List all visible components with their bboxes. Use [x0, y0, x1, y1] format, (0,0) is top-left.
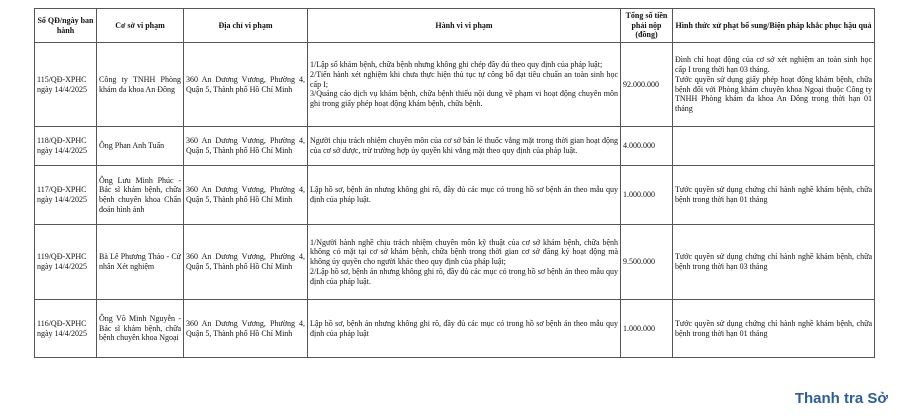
sanction-item: Tước quyền sử dụng giấy phép hoạt động khám bệnh, chữa bệnh đối với Phòng khám chuyên khoa Ngoại thuộc Công ty TNHH Phòng khám đa khoa An Đông trong thời hạn 01 tháng: [675, 74, 872, 113]
violations-cell: [308, 225, 621, 300]
table-row: [35, 166, 875, 225]
decision-cell: 119/QĐ-XPHC ngày 14/4/2025: [35, 225, 97, 300]
violations-cell: [308, 300, 621, 358]
decision-cell: 117/QĐ-XPHC ngày 14/4/2025: [35, 166, 97, 225]
violation-item: Người chịu trách nhiệm chuyên môn của cơ sở bán lẻ thuốc vắng mặt trong thời gian hoạt động của cơ sở dược, trừ trường hợp ủy quyền khi vắng mặt theo quy định của pháp luật.: [310, 136, 618, 155]
fine-cell: 4.000.000: [621, 127, 673, 166]
col-header-address: Địa chỉ vi phạm: [184, 9, 308, 43]
sanction-item: Tước quyền sử dụng chứng chỉ hành nghề khám bệnh, chữa bệnh trong thời hạn 01 tháng: [675, 318, 872, 338]
violations-table: [34, 8, 875, 358]
table-header-row: [35, 9, 875, 43]
col-header-sanction: Hình thức xử phạt bổ sung/Biện pháp khắc phục hậu quả: [673, 9, 875, 43]
fine-cell: 9.500.000: [621, 225, 673, 300]
table-row: [35, 127, 875, 166]
violation-item: 1/Người hành nghề chịu trách nhiệm chuyên môn kỹ thuật của cơ sở khám bệnh, chữa bệnh không có mặt tại cơ sở khám bệnh, chữa bệnh trong thời gian cơ sở đăng ký hoạt động mà không ủy quyền cho người khác theo quy định của pháp luật;: [310, 237, 618, 267]
violation-item: 3/Quảng cáo dịch vụ khám bệnh, chữa bệnh thiếu nội dung về phạm vi hoạt động chuyên môn ghi trong giấy phép hoạt động khám bệnh, chữa bệnh.: [310, 89, 618, 109]
sanction-item: Tước quyền sử dụng chứng chỉ hành nghề khám bệnh, chữa bệnh trong thời hạn 01 tháng: [675, 185, 872, 204]
facility-cell: Ông Lưu Minh Phúc - Bác sĩ khám bệnh, chữa bệnh chuyên khoa Chẩn đoán hình ảnh: [97, 166, 184, 225]
sanction-cell: [673, 127, 875, 166]
address-cell: 360 An Dương Vương, Phường 4, Quận 5, Thành phố Hồ Chí Minh: [184, 225, 308, 300]
address-cell: 360 An Dương Vương, Phường 4, Quận 5, Thành phố Hồ Chí Minh: [184, 43, 308, 127]
fine-cell: 92.000.000: [621, 43, 673, 127]
violations-cell: [308, 166, 621, 225]
fine-cell: 1.000.000: [621, 166, 673, 225]
violation-item: Lập hồ sơ, bệnh án nhưng không ghi rõ, đầy đủ các mục có trong hồ sơ bệnh án theo mẫu quy định của pháp luật: [310, 318, 618, 338]
facility-cell: Bà Lê Phương Thảo - Cử nhân Xét nghiệm: [97, 225, 184, 300]
sanction-cell: [673, 300, 875, 358]
table-row: [35, 225, 875, 300]
fine-cell: 1.000.000: [621, 300, 673, 358]
sanction-cell: [673, 166, 875, 225]
col-header-fine: Tổng số tiền phải nộp (đồng): [621, 9, 673, 43]
source-label: Thanh tra Sở: [794, 390, 888, 407]
facility-cell: Ông Võ Minh Nguyễn - Bác sĩ khám bệnh, chữa bệnh chuyên khoa Ngoại: [97, 300, 184, 358]
decision-cell: 115/QĐ-XPHC ngày 14/4/2025: [35, 43, 97, 127]
decision-cell: 118/QĐ-XPHC ngày 14/4/2025: [35, 127, 97, 166]
sanction-cell: [673, 225, 875, 300]
col-header-facility: Cơ sở vi phạm: [97, 9, 184, 43]
violation-item: 1/Lập sổ khám bệnh, chữa bệnh nhưng không ghi chép đầy đủ theo quy định của pháp luật;: [310, 60, 603, 70]
table-row: [35, 43, 875, 127]
violations-cell: [308, 127, 621, 166]
decision-cell: 116/QĐ-XPHC ngày 14/4/2025: [35, 300, 97, 358]
facility-cell: Công ty TNHH Phòng khám đa khoa An Đông: [97, 43, 184, 127]
sanction-item: Tước quyền sử dụng chứng chỉ hành nghề khám bệnh, chữa bệnh trong thời hạn 03 tháng: [675, 252, 872, 271]
table-row: [35, 300, 875, 358]
col-header-violations: Hành vi vi phạm: [308, 9, 621, 43]
col-header-decision: Số QĐ/ngày ban hành: [35, 9, 97, 43]
violation-item: 2/Lập hồ sơ, bệnh án nhưng không ghi rõ, đầy đủ các mục có trong hồ sơ bệnh án theo mẫu quy định của pháp luật.: [310, 266, 618, 286]
facility-cell: Ông Phan Anh Tuấn: [97, 127, 184, 166]
violations-cell: [308, 43, 621, 127]
address-cell: 360 An Dương Vương, Phường 4, Quận 5, Thành phố Hồ Chí Minh: [184, 127, 308, 166]
table-body: [35, 43, 875, 358]
sanction-item: Đình chỉ hoạt động của cơ sở xét nghiệm an toàn sinh học cấp I trong thời hạn 03 tháng.: [675, 55, 872, 74]
sanction-cell: [673, 43, 875, 127]
violation-item: Lập hồ sơ, bệnh án nhưng không ghi rõ, đầy đủ các mục có trong hồ sơ bệnh án theo mẫu quy định của pháp luật.: [310, 185, 618, 204]
violation-item: 2/Tiến hành xét nghiệm khi chưa thực hiện thủ tục tự công bố đạt tiêu chuẩn an toàn sinh học cấp I;: [310, 69, 618, 89]
address-cell: 360 An Dương Vương, Phường 4, Quận 5, Thành phố Hồ Chí Minh: [184, 300, 308, 358]
address-cell: 360 An Dương Vương, Phường 4, Quận 5, Thành phố Hồ Chí Minh: [184, 166, 308, 225]
